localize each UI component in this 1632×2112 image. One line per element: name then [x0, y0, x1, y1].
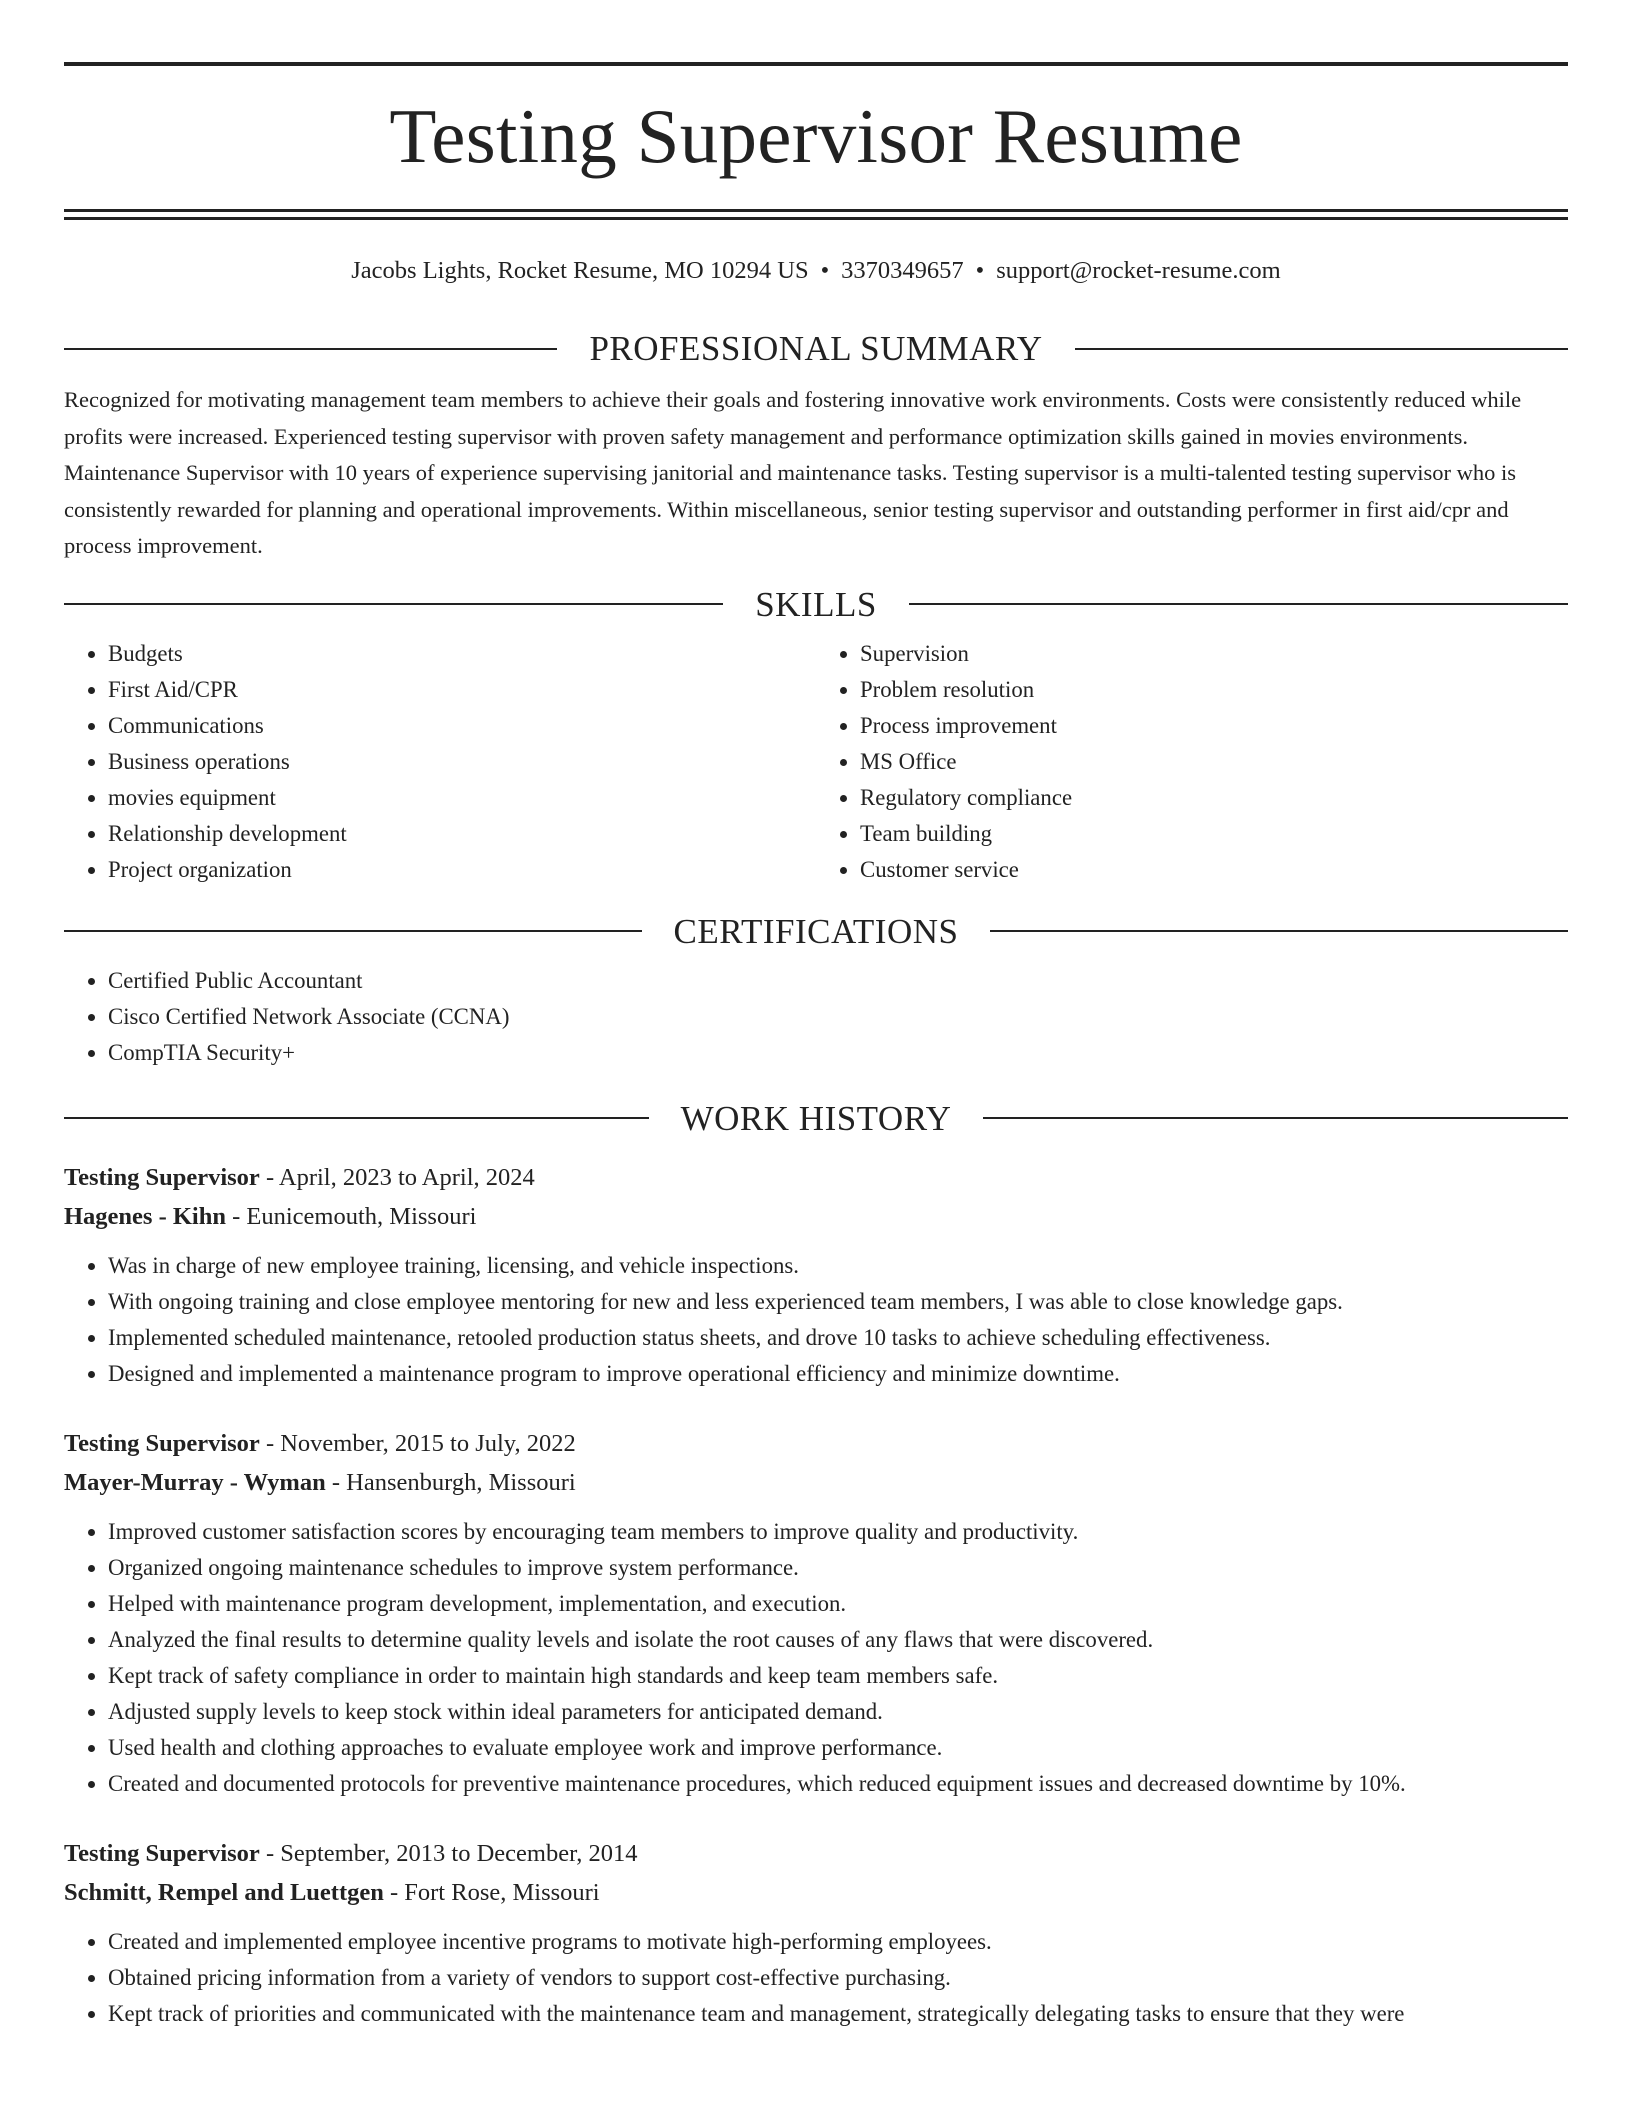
job-bullet: • Was in charge of new employee training, licensing, and vehicle inspections. — [108, 1248, 1568, 1284]
skill-item: • Project organization — [108, 852, 816, 888]
certifications-list — [64, 963, 1568, 1071]
job-bullet: • Analyzed the final results to determine quality levels and isolate the root causes of any flaws that were discovered. — [108, 1622, 1568, 1658]
heading-rule-right — [990, 930, 1568, 932]
heading-rule-right — [983, 1117, 1568, 1119]
job-bullet: • Created and documented protocols for preventive maintenance procedures, which reduced equipment issues and decreased downtime by 10%. — [108, 1766, 1568, 1802]
job-location: - Fort Rose, Missouri — [383, 1878, 600, 1906]
job-company: Hagenes - Kihn — [64, 1202, 226, 1230]
skill-item: • Problem resolution — [860, 672, 1568, 708]
job-company: Schmitt, Rempel and Luettgen — [64, 1878, 384, 1906]
job-bullet: • Kept track of safety compliance in order to maintain high standards and keep team members safe. — [108, 1658, 1568, 1694]
job-location: - Eunicemouth, Missouri — [226, 1202, 477, 1230]
job-bullet: • Created and implemented employee incentive programs to motivate high-performing employees. — [108, 1924, 1568, 1960]
job-title: Testing Supervisor — [64, 1839, 260, 1867]
skill-item: • Relationship development — [108, 816, 816, 852]
skill-item: • Process improvement — [860, 708, 1568, 744]
job-bullet: • Implemented scheduled maintenance, retooled production status sheets, and drove 10 tasks to achieve scheduling effectiveness. — [108, 1320, 1568, 1356]
job-company-line — [64, 1197, 1568, 1236]
heading-rule-left — [64, 1117, 649, 1119]
job-bullet: • Used health and clothing approaches to evaluate employee work and improve performance. — [108, 1730, 1568, 1766]
job-bullet: • Kept track of priorities and communicated with the maintenance team and management, strategically delegating tasks to ensure that they were — [108, 1996, 1568, 2032]
skills-column-left — [64, 636, 816, 888]
contact-address: Jacobs Lights, Rocket Resume, MO 10294 US — [351, 257, 809, 284]
job-company: Mayer-Murray - Wyman — [64, 1468, 326, 1496]
heading-rule-left — [64, 348, 557, 350]
contact-separator: • — [975, 257, 985, 284]
job-bullet: • Organized ongoing maintenance schedules to improve system performance. — [108, 1550, 1568, 1586]
skill-item: • Business operations — [108, 744, 816, 780]
skill-item: • Team building — [860, 816, 1568, 852]
summary-heading — [64, 329, 1568, 369]
job-bullet: • Improved customer satisfaction scores by encouraging team members to improve quality and productivity. — [108, 1514, 1568, 1550]
job-bullet: • Designed and implemented a maintenance program to improve operational efficiency and minimize downtime. — [108, 1356, 1568, 1392]
job-bullet: • Adjusted supply levels to keep stock within ideal parameters for anticipated demand. — [108, 1694, 1568, 1730]
contact-email: support@rocket-resume.com — [996, 257, 1281, 284]
work-history-heading — [64, 1098, 1568, 1138]
job-bullets — [64, 1514, 1568, 1802]
skill-item: • MS Office — [860, 744, 1568, 780]
job-entry — [64, 1834, 1568, 2032]
skill-item: • Communications — [108, 708, 816, 744]
top-rule — [64, 62, 1568, 66]
job-company-line — [64, 1463, 1568, 1502]
skill-item: • Supervision — [860, 636, 1568, 672]
summary-heading-label: PROFESSIONAL SUMMARY — [589, 329, 1043, 369]
job-title-line — [64, 1834, 1568, 1873]
contact-phone: 3370349657 — [841, 257, 964, 284]
job-title-line — [64, 1424, 1568, 1463]
heading-rule-right — [1075, 348, 1568, 350]
contact-line — [64, 256, 1568, 285]
job-bullet: • Obtained pricing information from a variety of vendors to support cost-effective purchasing. — [108, 1960, 1568, 1996]
heading-rule-right — [909, 603, 1568, 605]
contact-separator: • — [820, 257, 830, 284]
job-bullets — [64, 1924, 1568, 2032]
skills-list — [64, 636, 1568, 888]
resume-title: Testing Supervisor Resume — [389, 93, 1243, 179]
skills-heading — [64, 584, 1568, 624]
job-bullet: • Helped with maintenance program development, implementation, and execution. — [108, 1586, 1568, 1622]
job-bullet: • With ongoing training and close employee mentoring for new and less experienced team members, I was able to close knowledge gaps. — [108, 1284, 1568, 1320]
heading-rule-left — [64, 930, 642, 932]
skill-item: • Budgets — [108, 636, 816, 672]
job-title-line — [64, 1158, 1568, 1197]
summary-text: Recognized for motivating management team members to achieve their goals and fostering innovative work environments. Costs were consistently reduced while profits were increased. Experienced testing supervisor with proven safety management and performance optimization skills gained in movies environments. Maintenance Supervisor with 10 years of experience supervising janitorial and maintenance tasks. Testing supervisor is a multi-talented testing supervisor who is consistently rewarded for planning and operational improvements. Within miscellaneous, senior testing supervisor and outstanding performer in first aid/cpr and process improvement. — [64, 387, 1522, 559]
job-dates: - September, 2013 to December, 2014 — [259, 1839, 638, 1867]
skill-item: • Customer service — [860, 852, 1568, 888]
certifications-heading — [64, 911, 1568, 951]
skills-heading-label: SKILLS — [755, 584, 877, 624]
job-dates: - April, 2023 to April, 2024 — [259, 1163, 535, 1191]
job-title: Testing Supervisor — [64, 1429, 260, 1457]
job-company-line — [64, 1873, 1568, 1912]
job-dates: - November, 2015 to July, 2022 — [259, 1429, 576, 1457]
job-entry — [64, 1158, 1568, 1392]
skill-item: • First Aid/CPR — [108, 672, 816, 708]
work-history-heading-label: WORK HISTORY — [680, 1098, 952, 1138]
skills-column-right — [816, 636, 1568, 888]
skill-item: • Regulatory compliance — [860, 780, 1568, 816]
certification-item: • Cisco Certified Network Associate (CCNA) — [108, 999, 1568, 1035]
job-entry — [64, 1424, 1568, 1802]
heading-rule-left — [64, 603, 723, 605]
certification-item: • CompTIA Security+ — [108, 1035, 1568, 1071]
certifications-heading-label: CERTIFICATIONS — [673, 911, 959, 951]
job-bullets — [64, 1248, 1568, 1392]
job-location: - Hansenburgh, Missouri — [325, 1468, 576, 1496]
skill-item: • movies equipment — [108, 780, 816, 816]
double-rule — [64, 209, 1568, 220]
job-title: Testing Supervisor — [64, 1163, 260, 1191]
certification-item: • Certified Public Accountant — [108, 963, 1568, 999]
